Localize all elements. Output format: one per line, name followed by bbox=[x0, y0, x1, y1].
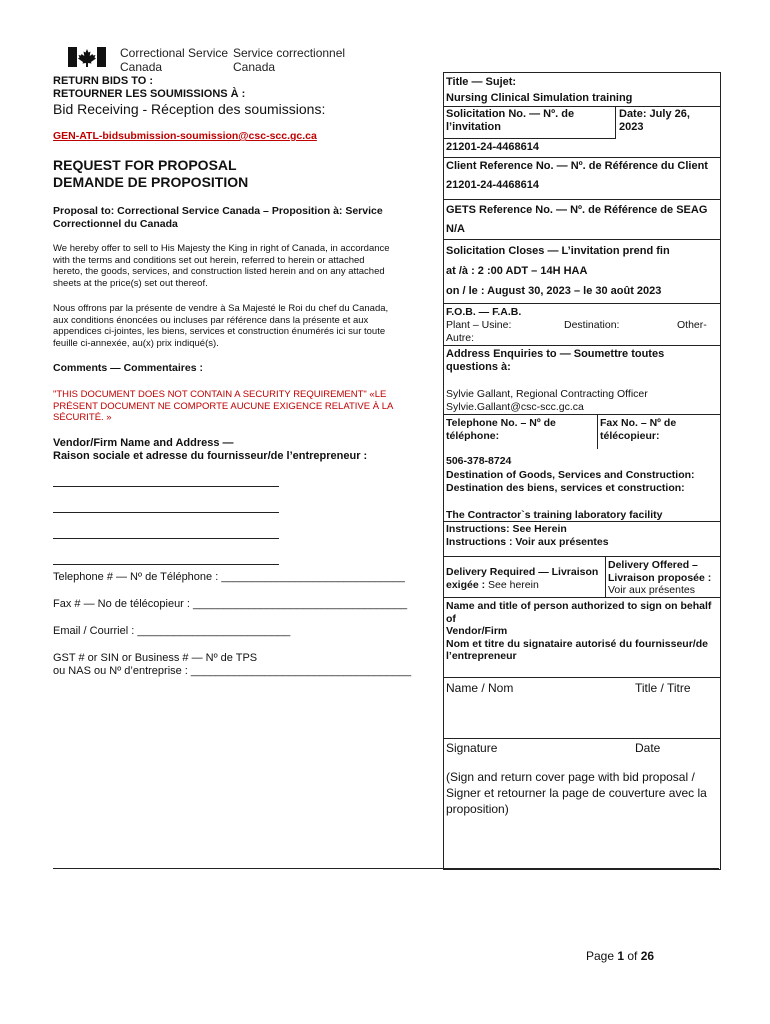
rfp-title-fr: DEMANDE DE PROPOSITION bbox=[53, 174, 249, 190]
offer-fr-line1: Nous offrons par la présente de vendre à Sa Majesté le Roi du chef du Canada, bbox=[53, 303, 389, 314]
title-value: Nursing Clinical Simulation training bbox=[446, 92, 633, 104]
vendor-label-fr: Raison sociale et adresse du fournisseur/de l’entrepreneur : bbox=[53, 450, 368, 462]
enquiries-line1: Address Enquiries to — Soumettre toutes bbox=[446, 348, 665, 360]
date-label-line1: Date: July 26, bbox=[619, 108, 690, 120]
tel-label bbox=[446, 417, 556, 442]
dept-fr-line2: Canada bbox=[233, 60, 276, 74]
contact-info bbox=[446, 388, 648, 413]
fax-label-line2: télécopieur: bbox=[600, 429, 660, 442]
divider bbox=[444, 738, 720, 739]
contact-email: Sylvie.Gallant@csc-scc.gc.ca bbox=[446, 400, 584, 413]
offer-fr-line3: appendices ci-jointes, les biens, services et construction énumérés ici sur toute bbox=[53, 326, 386, 337]
divider bbox=[444, 106, 720, 107]
comments-label: Comments — Commentaires : bbox=[53, 362, 203, 374]
offer-fr bbox=[53, 303, 433, 349]
divider bbox=[444, 157, 720, 158]
page-num: 1 bbox=[617, 949, 625, 963]
offer-en-line2: with the terms and conditions set out herein, referred to herein or attached bbox=[53, 254, 365, 266]
offer-en-line4: sheets at the price(s) set out thereof. bbox=[53, 277, 208, 289]
signature-field-label: Signature bbox=[446, 741, 498, 755]
closes-time: at /à : 2 :00 ADT – 14H HAA bbox=[446, 265, 588, 277]
return-bids-en: RETURN BIDS TO : bbox=[53, 75, 154, 87]
instructions-fr: Instructions : Voir aux présentes bbox=[446, 535, 609, 548]
fax-label bbox=[600, 417, 676, 442]
title-label: Title — Sujet: bbox=[446, 76, 517, 88]
destination-line1: Destination of Goods, Services and Construction: bbox=[446, 469, 695, 481]
delivery-req-value: See herein bbox=[488, 578, 539, 591]
divider bbox=[615, 106, 616, 138]
rfp-title-en: REQUEST FOR PROPOSAL bbox=[53, 157, 237, 173]
divider bbox=[605, 556, 606, 597]
gst-line2: ou NAS ou Nº d’entreprise : ____________________________________ bbox=[53, 665, 412, 677]
contact-name: Sylvie Gallant, Regional Contracting Officer bbox=[446, 388, 648, 400]
dept-en-line1: Correctional Service bbox=[120, 46, 229, 60]
proposal-to bbox=[53, 205, 383, 230]
security-notice bbox=[53, 389, 438, 424]
destination-line2: Destination des biens, services et construction: bbox=[446, 481, 685, 494]
name-field-label: Name / Nom bbox=[446, 681, 514, 695]
page-total: 26 bbox=[640, 949, 655, 963]
gets-label: GETS Reference No. — Nº. de Référence de SEAG bbox=[446, 204, 708, 216]
gst-line1: GST # or SIN or Business # — Nº de TPS bbox=[53, 652, 258, 664]
auth-line4: l’entrepreneur bbox=[446, 650, 517, 662]
bid-email-link[interactable]: GEN-ATL-bidsubmission-soumission@csc-scc.gc.ca bbox=[53, 130, 317, 142]
instructions-en: Instructions: See Herein bbox=[446, 523, 567, 535]
delivery-req-line2: exigée : bbox=[446, 578, 486, 591]
dept-en-line2: Canada bbox=[120, 60, 163, 74]
facility: The Contractor`s training laboratory facility bbox=[446, 509, 663, 521]
dept-name-en bbox=[120, 46, 228, 74]
offer-fr-line4: feuille ci-annexée, au(x) prix indiqué(s). bbox=[53, 337, 219, 349]
authorized-signer-label bbox=[446, 600, 720, 663]
divider bbox=[597, 414, 598, 449]
page-indicator bbox=[586, 949, 654, 963]
vendor-label bbox=[53, 437, 367, 463]
delivery-off-line1: Delivery Offered – bbox=[608, 559, 698, 571]
solicitation-no: 21201-24-4468614 bbox=[446, 141, 539, 153]
proposal-to-line1: Proposal to: Correctional Service Canada – Proposition à: Service bbox=[53, 205, 383, 217]
tel-label-line1: Telephone No. – Nº de bbox=[446, 417, 556, 429]
divider bbox=[444, 239, 720, 240]
fax-label-line1: Fax No. – Nº de bbox=[600, 417, 677, 429]
enquiries-line2: questions à: bbox=[446, 361, 511, 373]
page-of: of bbox=[624, 949, 641, 963]
dept-name-fr bbox=[233, 46, 345, 74]
sign-note-line2: Signer et retourner la page de couverture avec la bbox=[446, 786, 707, 800]
form-bottom-border bbox=[53, 868, 719, 869]
bid-receiving: Bid Receiving - Réception des soumissions: bbox=[53, 101, 326, 117]
solicitation-label-line2: l’invitation bbox=[446, 121, 501, 133]
instructions bbox=[446, 523, 609, 548]
solicitation-label bbox=[446, 108, 574, 134]
fax-field[interactable]: Fax # — No de télécopieur : ___________________________________ bbox=[53, 598, 408, 610]
delivery-req-line1: Delivery Required — Livraison bbox=[446, 566, 599, 578]
divider bbox=[444, 677, 720, 678]
fob-label: F.O.B. — F.A.B. bbox=[446, 306, 522, 318]
auth-line1: Name and title of person authorized to sign on behalf of bbox=[446, 600, 712, 625]
destination-label bbox=[446, 469, 695, 494]
date-value: 2023 bbox=[619, 121, 644, 133]
sign-note-line3: proposition) bbox=[446, 802, 509, 816]
delivery-off-value: Voir aux présentes bbox=[608, 584, 695, 596]
page-prefix: Page bbox=[586, 949, 618, 963]
vendor-address-line-4[interactable] bbox=[53, 564, 279, 565]
fob-plant: Plant – Usine: bbox=[446, 319, 512, 331]
proposal-to-line2: Correctionnel du Canada bbox=[53, 217, 178, 230]
divider bbox=[444, 138, 616, 139]
telephone-field[interactable]: Telephone # — Nº de Téléphone : ______________________________ bbox=[53, 571, 405, 583]
flag-icon bbox=[68, 47, 106, 67]
tel-value: 506-378-8724 bbox=[446, 455, 512, 467]
solicitation-info-box bbox=[443, 72, 721, 870]
divider bbox=[444, 345, 720, 346]
closes-date: on / le : August 30, 2023 – le 30 août 2023 bbox=[446, 285, 662, 297]
offer-en-line1: We hereby offer to sell to His Majesty the King in right of Canada, in accordance bbox=[53, 243, 390, 254]
delivery-off-line2: Livraison proposée : bbox=[608, 571, 712, 584]
client-ref-value: 21201-24-4468614 bbox=[446, 179, 539, 191]
email-field[interactable]: Email / Courriel : _________________________ bbox=[53, 625, 291, 637]
vendor-address-line-1[interactable] bbox=[53, 486, 279, 487]
sign-note-line1: (Sign and return cover page with bid proposal / bbox=[446, 770, 695, 784]
return-bids-fr: RETOURNER LES SOUMISSIONS À : bbox=[53, 88, 246, 100]
fob-other: Other- bbox=[677, 319, 707, 331]
fob-destination: Destination: bbox=[564, 319, 620, 331]
gets-value: N/A bbox=[446, 223, 465, 235]
delivery-required bbox=[446, 566, 598, 591]
vendor-label-en: Vendor/Firm Name and Address — bbox=[53, 437, 234, 449]
offer-fr-line2: aux conditions énoncées ou incluses par référence dans la présente et aux bbox=[53, 314, 369, 326]
security-line2: PRÉSENT DOCUMENT NE COMPORTE AUCUNE EXIGENCE RELATIVE À LA bbox=[53, 400, 394, 412]
divider bbox=[444, 414, 720, 415]
divider bbox=[444, 556, 720, 557]
sign-note bbox=[446, 769, 707, 817]
date-field-label: Date bbox=[635, 741, 661, 755]
name-title-input-area[interactable] bbox=[444, 695, 718, 737]
closes-label: Solicitation Closes — L’invitation prend fin bbox=[446, 245, 670, 257]
delivery-offered bbox=[608, 559, 711, 597]
fob-autre: Autre: bbox=[446, 332, 475, 344]
divider bbox=[444, 521, 720, 522]
dept-fr-line1: Service correctionnel bbox=[233, 46, 346, 60]
enquiries-label bbox=[446, 348, 664, 374]
client-ref-label: Client Reference No. — Nº. de Référence du Client bbox=[446, 160, 708, 172]
security-line1: "THIS DOCUMENT DOES NOT CONTAIN A SECURITY REQUIREMENT" «LE bbox=[53, 389, 387, 400]
divider bbox=[444, 597, 720, 598]
security-line3: SÉCURITÉ. » bbox=[53, 412, 112, 423]
tel-label-line2: téléphone: bbox=[446, 429, 500, 442]
gst-field[interactable] bbox=[53, 652, 411, 678]
solicitation-label-line1: Solicitation No. — Nº. de bbox=[446, 108, 575, 120]
canada-flag-logo bbox=[68, 47, 106, 67]
offer-en bbox=[53, 243, 433, 289]
auth-line3: Nom et titre du signataire autorisé du fournisseur/de bbox=[446, 637, 708, 650]
vendor-address-line-2[interactable] bbox=[53, 512, 279, 513]
divider bbox=[444, 199, 720, 200]
title-field-label: Title / Titre bbox=[635, 681, 691, 695]
auth-line2: Vendor/Firm bbox=[446, 625, 508, 637]
vendor-address-line-3[interactable] bbox=[53, 538, 279, 539]
divider bbox=[444, 303, 720, 304]
date-label bbox=[619, 108, 690, 134]
offer-en-line3: hereto, the goods, services, and construction listed herein and on any attached bbox=[53, 266, 385, 277]
